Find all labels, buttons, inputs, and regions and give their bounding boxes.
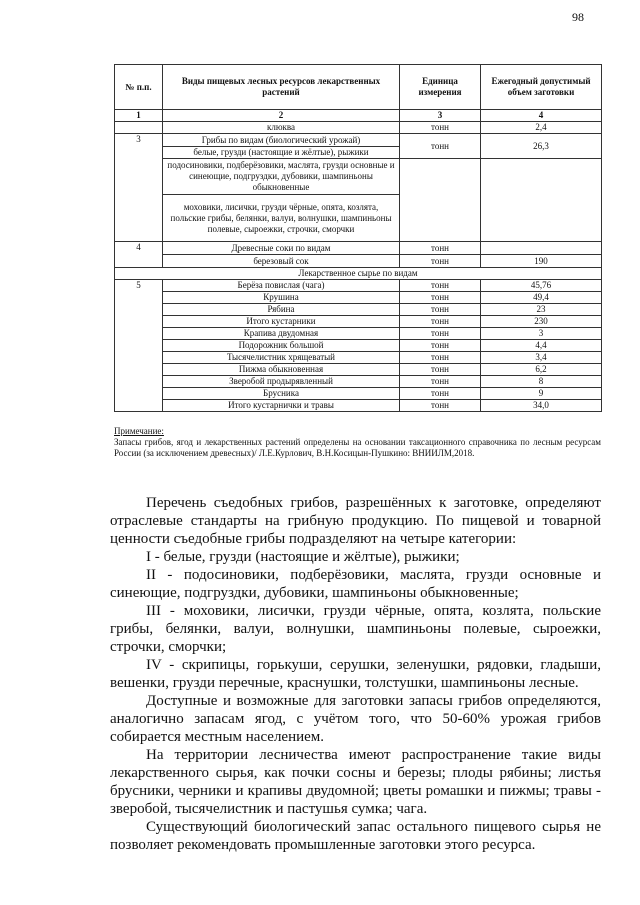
table-row [115, 388, 602, 400]
row-value: 8 [481, 376, 602, 388]
row-name: Берёза повислая (чага) [163, 280, 400, 292]
row-name: Крушина [163, 292, 400, 304]
row-value: 34,0 [481, 400, 602, 412]
empty-cell [481, 159, 602, 242]
row-unit: тонн [400, 280, 481, 292]
body-text [110, 494, 601, 854]
note-title: Примечание: [114, 426, 164, 436]
table-row [115, 304, 602, 316]
paragraph: Перечень съедобных грибов, разрешённых к заготовке, определяют отраслевые стандарты на грибную продукцию. По пищевой и товарной ценности съедобные грибы подразделяют на четыре категории: [110, 495, 601, 547]
page-number: 98 [572, 10, 584, 24]
row-unit: тонн [400, 352, 481, 364]
table-row [115, 364, 602, 376]
row-value: 6,2 [481, 364, 602, 376]
row-name: березовый сок [163, 255, 400, 268]
row-unit: тонн [400, 388, 481, 400]
col-number: 4 [481, 110, 602, 122]
row-name: Пижма обыкновенная [163, 364, 400, 376]
row-name: Итого кустарнички и травы [163, 400, 400, 412]
paragraph: I - белые, грузди (настоящие и жёлтые), рыжики; [146, 549, 460, 565]
resources-table [114, 64, 602, 412]
empty-cell [481, 242, 602, 255]
row-unit: тонн [400, 122, 481, 134]
paragraph: На территории лесничества имеют распространение такие виды лекарственного сырья, как почки сосны и березы; плоды рябины; листья брусники, черники и крапивы двудомной; цветы ромашки и пижмы; травы - зверобой, тысячелистник и пастушья сумка; чага. [110, 747, 601, 817]
header-type: Виды пищевых лесных ресурсов лекарственных растений [163, 65, 400, 110]
group-number: 3 [115, 134, 163, 242]
row-name: Рябина [163, 304, 400, 316]
row-unit: тонн [400, 304, 481, 316]
table-row [115, 280, 602, 292]
table-row [115, 255, 602, 268]
header-unit: Единица измерения [400, 65, 481, 110]
row-value: 2,4 [481, 122, 602, 134]
table-row [115, 400, 602, 412]
row-unit: тонн [400, 316, 481, 328]
group-title: Древесные соки по видам [163, 242, 400, 255]
table-row [115, 122, 602, 134]
table-row [115, 159, 602, 195]
row-name: Итого кустарники [163, 316, 400, 328]
paragraph: III - моховики, лисички, грузди чёрные, опята, козлята, польские грибы, белянки, валуи, волнушки, шампиньоны полевые, сыроежки, строчки, сморчки; [110, 603, 601, 655]
row-value: 45,76 [481, 280, 602, 292]
row-value: 230 [481, 316, 602, 328]
row-name: Тысячелистник хрящеватый [163, 352, 400, 364]
table-row [115, 242, 602, 255]
table-row [115, 340, 602, 352]
row-value: 9 [481, 388, 602, 400]
table-row [115, 134, 602, 147]
row-value: 23 [481, 304, 602, 316]
row-value: 3 [481, 328, 602, 340]
empty-cell [400, 159, 481, 242]
paragraph: IV - скрипицы, горькуши, серушки, зеленушки, рядовки, гладыши, вешенки, грузди перечные, краснушки, толстушки, шампиньоны лесные. [110, 657, 601, 691]
table-note [114, 426, 601, 459]
table-row [115, 316, 602, 328]
table-row [115, 352, 602, 364]
row-unit: тонн [400, 328, 481, 340]
group-number: 5 [115, 280, 163, 412]
row-unit: тонн [400, 292, 481, 304]
row-unit: тонн [400, 364, 481, 376]
column-numbers-row [115, 110, 602, 122]
table-row [115, 328, 602, 340]
table-header-row [115, 65, 602, 110]
empty-cell [115, 122, 163, 134]
mushroom-category-1: белые, грузди (настоящие и жёлтые), рыжики [163, 147, 400, 159]
row-name: Крапива двудомная [163, 328, 400, 340]
mushroom-category-2: подосиновики, подберёзовики, маслята, грузди основные и синеющие, подгруздки, дубовики, шампиньоны обыкновенные [163, 159, 400, 195]
row-name: Брусника [163, 388, 400, 400]
note-text: Запасы грибов, ягод и лекарственных растений определены на основании таксационного справочника по лесным ресурсам России (за исключением древесных)/ Л.Е.Курлович, В.Н.Косицын-Пушкино: ВНИИЛМ,2018. [114, 437, 601, 458]
row-unit: тонн [400, 255, 481, 268]
row-name: клюква [163, 122, 400, 134]
row-unit: тонн [400, 134, 481, 159]
row-unit: тонн [400, 376, 481, 388]
row-unit: тонн [400, 400, 481, 412]
row-name: Подорожник большой [163, 340, 400, 352]
row-value: 3,4 [481, 352, 602, 364]
col-number: 3 [400, 110, 481, 122]
row-name: Зверобой продырявленный [163, 376, 400, 388]
group-number: 4 [115, 242, 163, 268]
row-unit: тонн [400, 340, 481, 352]
row-value: 49,4 [481, 292, 602, 304]
paragraph: Существующий биологический запас остального пищевого сырья не позволяет рекомендовать промышленные заготовки этого ресурса. [110, 819, 601, 853]
header-volume: Ежегодный допустимый объем заготовки [481, 65, 602, 110]
row-value: 4,4 [481, 340, 602, 352]
section-header-row [115, 268, 602, 280]
paragraph: II - подосиновики, подберёзовики, маслята, грузди основные и синеющие, подгруздки, дубовики, шампиньоны обыкновенные; [110, 567, 601, 601]
col-number: 1 [115, 110, 163, 122]
group-title: Грибы по видам (биологический урожай) [163, 134, 400, 147]
row-value: 190 [481, 255, 602, 268]
table-row [115, 292, 602, 304]
medicinal-section-title: Лекарственное сырье по видам [115, 268, 602, 280]
row-value: 26,3 [481, 134, 602, 159]
table-row [115, 376, 602, 388]
mushroom-category-3: моховики, лисички, грузди чёрные, опята, козлята, польские грибы, белянки, валуи, волнушки, шампиньоны полевые, сыроежки, строчки, сморчки [163, 195, 400, 242]
paragraph: Доступные и возможные для заготовки запасы грибов определяются, аналогично запасам ягод, с учётом того, что 50-60% урожая грибов собирается местным населением. [110, 693, 601, 745]
row-unit: тонн [400, 242, 481, 255]
col-number: 2 [163, 110, 400, 122]
header-num: № п.п. [115, 65, 163, 110]
